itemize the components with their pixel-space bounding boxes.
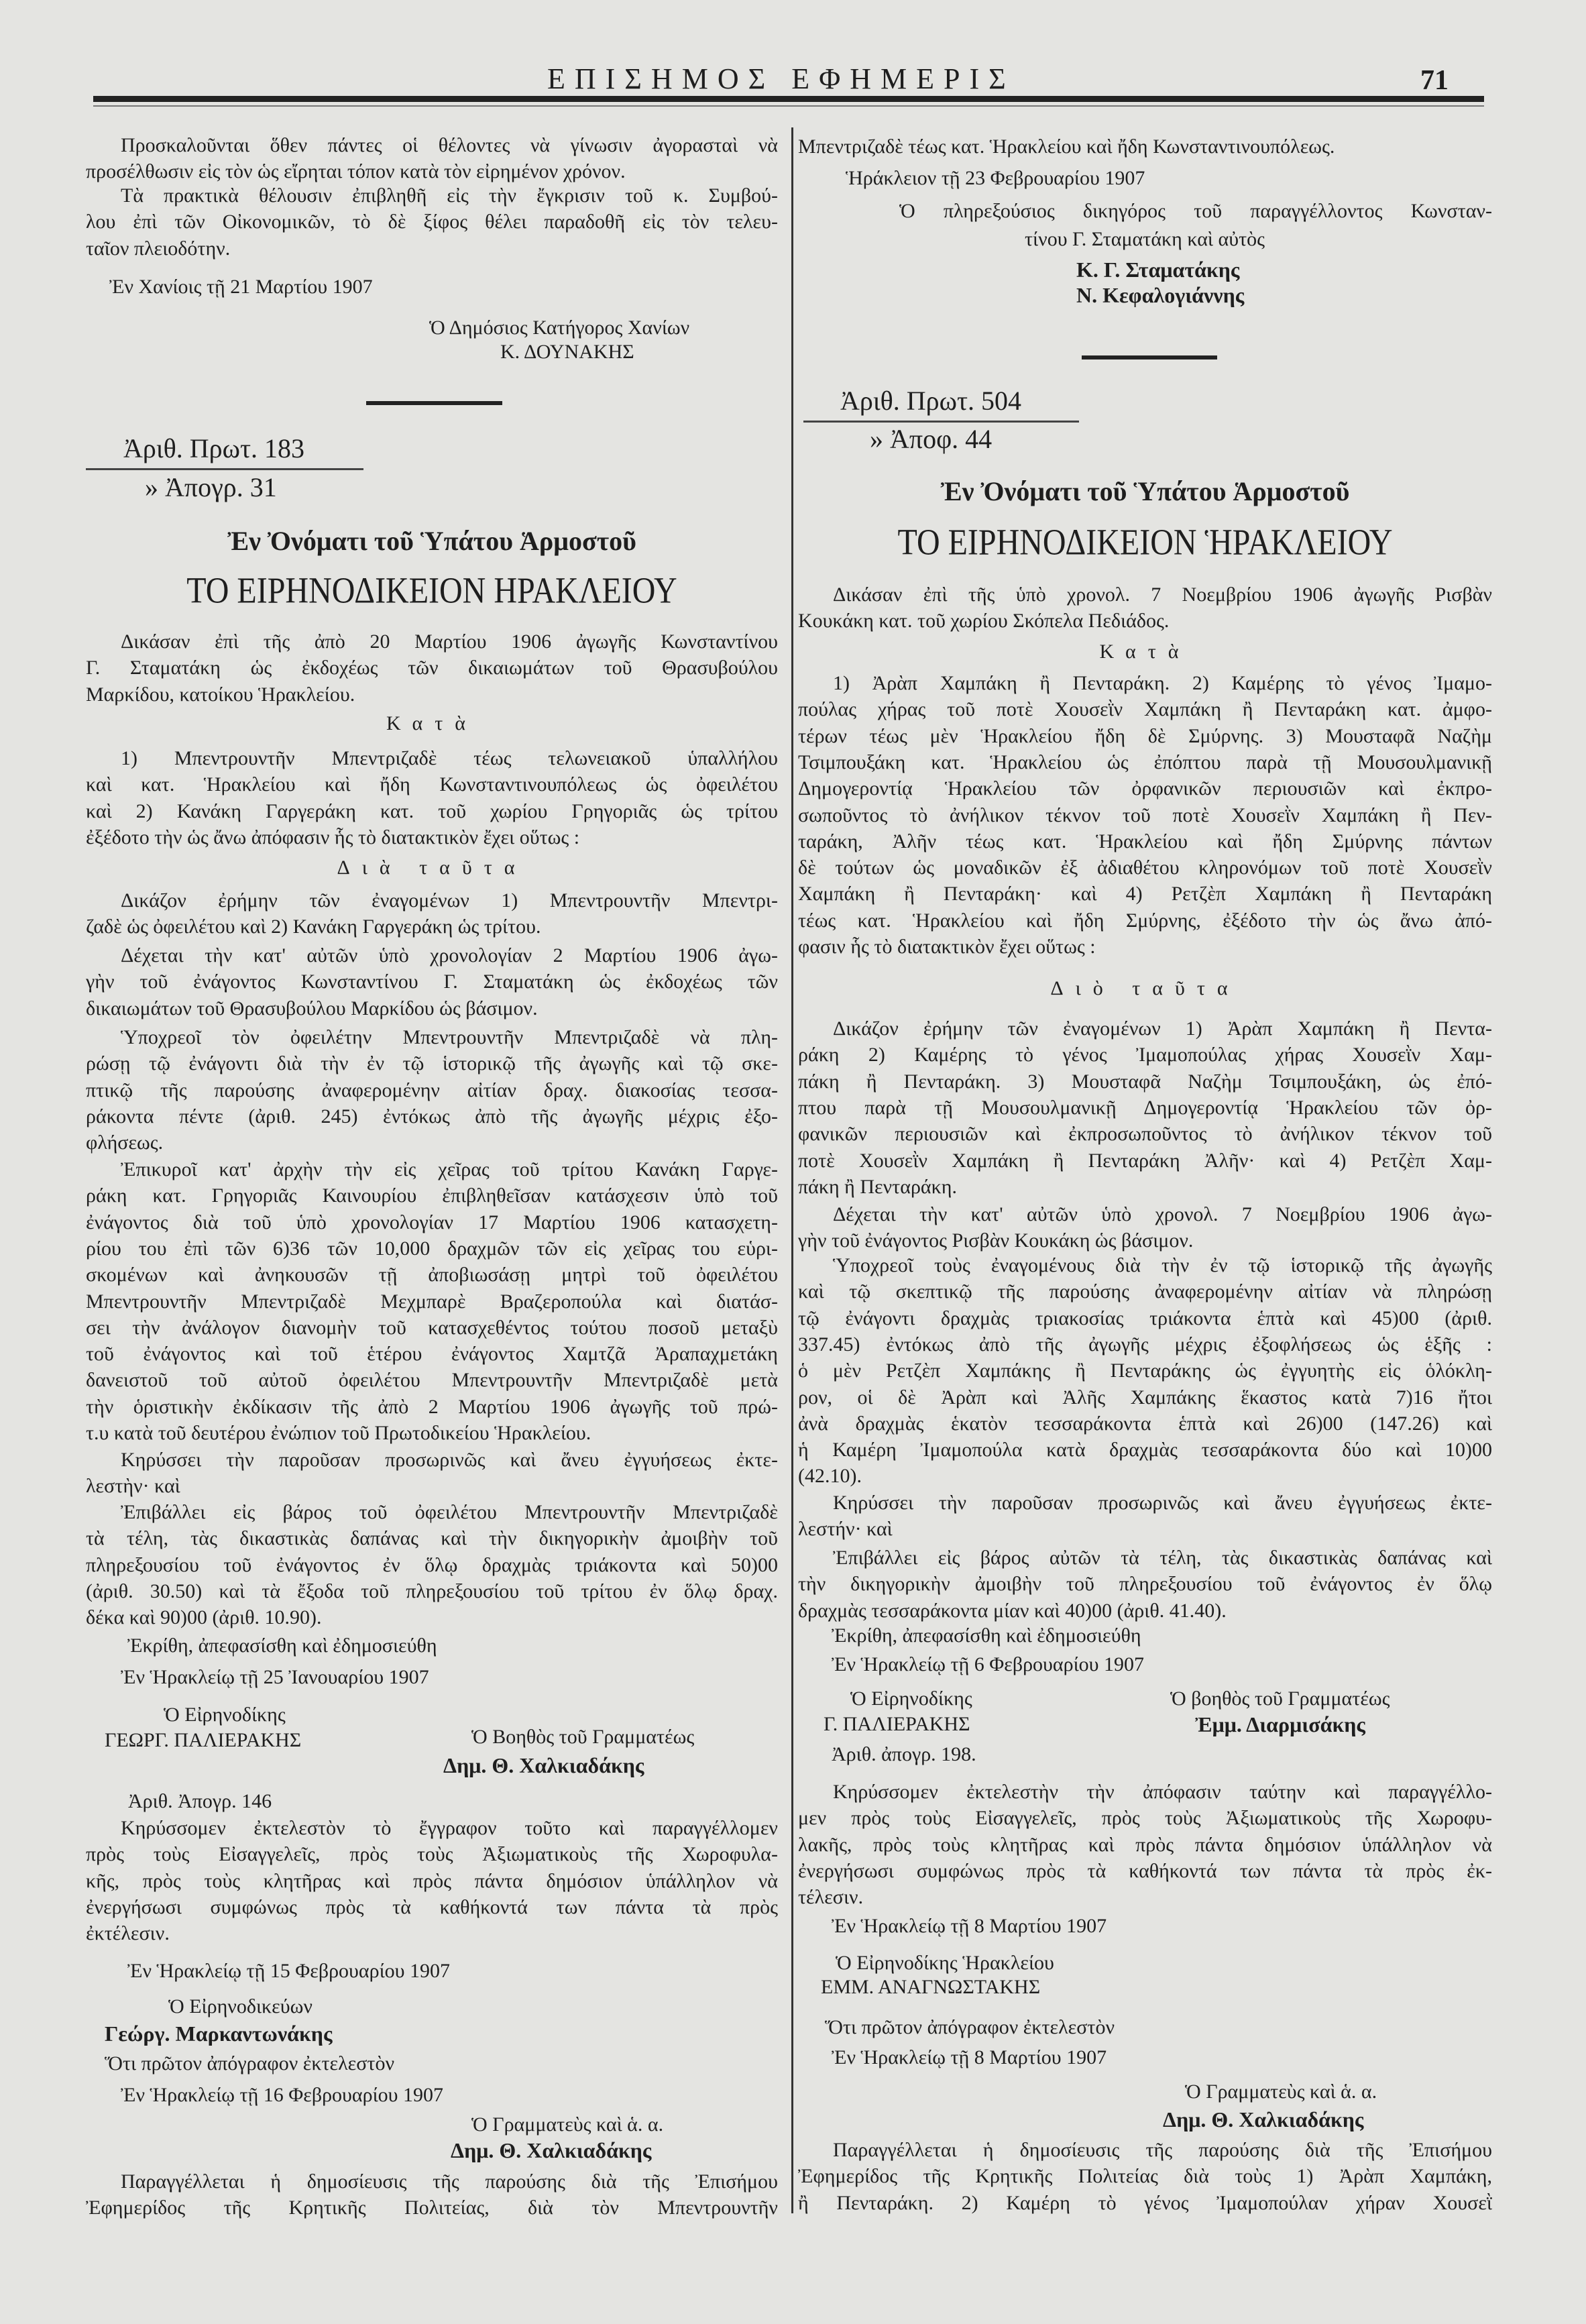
text-line: ἐνεργήσωσι συμφώνως πρὸς τὰ καθήκοντά των πάντα τὰ πρὸς	[86, 1895, 778, 1918]
text-line: τέρων τέως μὲν Ἡρακλείου ἤδη δὲ Σμύρνης. 3) Μουσταφᾶ Ναζὴμ	[798, 724, 1492, 747]
text-line: μεν πρὸς τοὺς Εἰσαγγελεῖς, πρὸς τοὺς Ἀξιωματικοὺς τῆς Χωροφυ-	[798, 1807, 1492, 1830]
text-line: Χαμπάκη ἢ Πενταράκη· καὶ 4) Ρετζὲπ Χαμπάκη ἢ Πενταράκη	[798, 883, 1492, 905]
text-line: ἢ Πενταράκη. 2) Καμέρη τὸ γένος Ἰμαμοπούλαν χήραν Χουσεῒ	[798, 2191, 1492, 2214]
text-line: ρον, οἱ δὲ Ἀρὰπ καὶ Ἀλῆς Χαμπάκης ἕκαστος κατὰ 7)16 ἤτοι	[798, 1386, 1492, 1408]
text-line: Ἐν Ἡρακλείῳ τῇ 6 Φεβρουαρίου 1907	[832, 1653, 1145, 1675]
text-line: Ἐφημερίδος τῆς Κρητικῆς Πολιτείας, διὰ τὸν Μπεντρουντῆν	[86, 2197, 778, 2219]
text-line: λακῆς, πρὸς τοὺς κλητῆρας καὶ πρὸς πάντα δημόσιον ὑπάλληλον νὰ	[798, 1833, 1492, 1856]
text-line: (ἀριθ. 30.50) καὶ τὰ ἔξοδα τοῦ πληρεξουσίου τοῦ τρίτου ἐν ὅλῳ δραχ.	[86, 1580, 778, 1602]
text-line: ταράκη, Ἀλῆν τέως κατ. Ἡρακλείου καὶ ἤδη Σμύρνης πάντων	[798, 830, 1492, 852]
text-line: πούλας χήρας τοῦ ποτὲ Χουσεῒν Χαμπάκη ἢ Πενταράκη κατ. ἀμφο-	[798, 698, 1492, 721]
text-line: καὶ τῷ σκεπτικῷ τῆς παρούσης ἀναφερομένην αἰτίαν νὰ πληρώσῃ	[798, 1280, 1492, 1303]
text-line: Ὅτι πρῶτον ἀπόγραφον ἐκτελεστὸν	[105, 2052, 395, 2074]
text-line: Ὁ Γραμματεὺς καὶ ἁ. α.	[471, 2113, 664, 2136]
text-line: Κ. Γ. Σταματάκης	[1076, 258, 1240, 282]
text-line: Ὁ Δημόσιος Κατήγορος Χανίων	[429, 317, 690, 339]
text-line: Ἐφημερίδος τῆς Κρητικῆς Πολιτείας διὰ τοὺς 1) Ἀρὰπ Χαμπάκη,	[798, 2165, 1492, 2188]
text-line: ΕΜΜ. ΑΝΑΓΝΩΣΤΑΚΗΣ	[821, 1976, 1041, 1998]
text-line: Διὰ ταῦτα	[337, 856, 527, 879]
text-line: τέως κατ. Ἡρακλείου καὶ ἤδη Σμύρνης, ἐξέδοτο τὴν ὡς ἄνω ἀπό-	[798, 909, 1492, 932]
text-line: δικαιωμάτων τοῦ Θρασυβούλου Μαρκίδου ὡς βάσιμον.	[86, 997, 538, 1019]
text-line: Δικάσαν ἐπὶ τῆς ἀπὸ 20 Μαρτίου 1906 ἀγωγῆς Κωνσταντίνου	[121, 630, 778, 653]
text-line: ΤΟ ΕΙΡΗΝΟΔΙΚΕΙΟΝ ΗΡΑΚΛΕΙΟΥ	[186, 569, 677, 611]
text-line: 337.45) ἐντόκως ἀπὸ τῆς ἀγωγῆς μέχρις ἐξοφλήσεως ὡς ἑξῆς :	[798, 1333, 1492, 1355]
text-line: φασιν ἧς τὸ διατακτικὸν ἔχει οὕτως :	[798, 936, 1096, 958]
text-line: Ὑποχρεοῖ τοὺς ἐναγομένους διὰ τὴν ἐν τῷ ἱστορικῷ τῆς ἀγωγῆς	[833, 1254, 1492, 1276]
text-line: κῆς, πρὸς τοὺς κλητῆρας καὶ πρὸς πάντα δημόσιον ὑπάλληλον νὰ	[86, 1869, 778, 1892]
text-line: ρώσῃ τῷ ἐνάγοντι διὰ τὴν ἐν τῷ ἱστορικῷ τῆς ἀγωγῆς καὶ τῷ σκε-	[86, 1052, 778, 1075]
text-line: Ἐν Ἡρακλείῳ τῇ 8 Μαρτίου 1907	[832, 1915, 1107, 1937]
text-line: ταῖον πλειοδότην.	[86, 237, 231, 260]
text-line: ζαδὲ ὡς ὀφειλέτου καὶ 2) Κανάκη Γαργεράκη ὡς τρίτου.	[86, 916, 541, 938]
text-line: Ἐκρίθη, ἀπεφασίσθη καὶ ἐδημοσιεύθη	[127, 1635, 437, 1657]
text-line: Παραγγέλλεται ἡ δημοσίευσις τῆς παρούσης διὰ τῆς Ἐπισήμου	[121, 2170, 778, 2193]
text-line: Ὅτι πρῶτον ἀπόγραφον ἐκτελεστὸν	[825, 2016, 1115, 2038]
text-line: Ὁ Εἰρηνοδίκης	[850, 1687, 972, 1710]
text-line: τὴν δικηγορικὴν ἀμοιβὴν τοῦ πληρεξουσίου τοῦ ἐνάγοντος ἐν ὅλῳ	[798, 1573, 1492, 1596]
text-line: Κηρύσσομεν ἐκτελεστὴν τὴν ἀπόφασιν ταύτην καὶ παραγγέλλο-	[833, 1781, 1492, 1803]
text-line: τῷ ἐνάγοντι δραχμὰς τριακοσίας τριάκοντα ἑπτὰ καὶ 45)00 (ἀριθ.	[798, 1307, 1492, 1329]
page-number: 71	[1420, 65, 1449, 96]
text-line: Μπεντρουντῆν Μπεντριζαδὲ Μεχμπαρὲ Βραζεροπούλα καὶ διατάσ-	[86, 1290, 778, 1313]
text-line: Μαρκίδου, κατοίκου Ἡρακλείου.	[86, 683, 355, 706]
text-line: Ὑποχρεοῖ τὸν ὀφειλέτην Μπεντρουντῆν Μπεντριζαδὲ νὰ πλη-	[121, 1026, 778, 1048]
text-line: Τὰ πρακτικὰ θέλουσιν ἐπιβληθῆ εἰς τὴν ἔγκρισιν τοῦ κ. Συμβού-	[121, 184, 778, 207]
header-rule	[93, 96, 1484, 102]
text-line: Δικάσαν ἐπὶ τῆς ὑπὸ χρονολ. 7 Νοεμβρίου 1906 ἀγωγῆς Ρισβὰν	[833, 584, 1492, 606]
text-line: Δημογεροντίᾳ Ἡρακλείου τῶν ὀρφανικῶν περιουσιῶν καὶ ἐκπρο-	[798, 777, 1492, 800]
text-line: ὁ μὲν Ρετζὲπ Χαμπάκης ἢ Πενταράκης ὡς ἐγγυητὴς εἰς ὁλόκλη-	[798, 1360, 1492, 1382]
text-line: Δικάζον ἐρήμην τῶν ἐναγομένων 1) Ἀρὰπ Χαμπάκη ἢ Πεντα-	[833, 1017, 1492, 1040]
text-line: τ.υ κατὰ τοῦ δευτέρου ἐνώπιον τοῦ Πρωτοδικείου Ἡρακλείου.	[86, 1422, 591, 1444]
text-line: δέκα καὶ 90)00 (ἀριθ. 10.90).	[86, 1606, 322, 1629]
masthead-title: ΕΠΙΣΗΜΟΣ ΕΦΗΜΕΡΙΣ	[547, 62, 1015, 95]
text-line: τίνου Γ. Σταματάκη καὶ αὐτὸς	[1025, 228, 1265, 250]
text-line: ΓΕΩΡΓ. ΠΑΛΙΕΡΑΚΗΣ	[105, 1729, 302, 1751]
text-line: Κατὰ	[1099, 641, 1191, 663]
column-divider	[791, 127, 793, 2213]
text-line: Ἀριθ. Πρωτ. 183	[123, 433, 305, 463]
text-line: ἐκτέλεσιν.	[86, 1922, 170, 1945]
text-line: Ἀριθ. ἀπογρ. 198.	[832, 1743, 976, 1765]
header-rule-thin	[93, 105, 1484, 107]
text-line: Ἐπιβάλλει εἰς βάρος τοῦ ὀφειλέτου Μπεντρουντῆν Μπεντριζαδὲ	[121, 1501, 778, 1523]
text-line: πάκη ἢ Πενταράκη. 3) Μουσταφᾶ Ναζὴμ Τσιμπουξάκη, ὡς ἐπό-	[798, 1070, 1492, 1093]
text-line: ράκοντα πέντε (ἀριθ. 245) ἐντόκως ἀπὸ τῆς ἀγωγῆς μέχρις ἐξο-	[86, 1105, 778, 1127]
text-line: γὴν τοῦ ἐνάγοντος Ρισβὰν Κουκάκη ὡς βάσιμον.	[798, 1229, 1194, 1252]
text-line: τὰ τέλη, τὰς δικαστικὰς δαπάνας καὶ τὴν δικηγορικὴν ἀμοιβὴν τοῦ	[86, 1527, 778, 1550]
text-line: πρὸς τοὺς Εἰσαγγελεῖς, πρὸς τοὺς Ἀξιωματικοὺς τῆς Χωροφυλα-	[86, 1843, 778, 1866]
text-line: 1) Μπεντρουντῆν Μπεντριζαδὲ τέως τελωνειακοῦ ὑπαλλήλου	[121, 747, 778, 769]
text-line: Κηρύσσει τὴν παροῦσαν προσωρινῶς καὶ ἄνευ ἐγγυήσεως ἐκτε-	[833, 1492, 1492, 1514]
text-line: ἐνάγοντος διὰ τοῦ ὑπὸ χρονολογίαν 17 Μαρτίου 1906 κατασχετη-	[86, 1211, 778, 1233]
text-line: ποτὲ Χουσεῒν Χαμπάκη ἢ Πενταράκη Ἀλῆν· καὶ 4) Ρετζὲπ Χαμ-	[798, 1149, 1492, 1172]
text-line: Δημ. Θ. Χαλκιαδάκης	[443, 1753, 644, 1777]
text-line: Κουκάκη κατ. τοῦ χωρίου Σκόπελα Πεδιάδος.	[798, 610, 1170, 632]
text-line: ἡ Καμέρη Ἰμαμοπούλα κατὰ δραχμὰς τεσσαράκοντα δύο καὶ 10)00	[798, 1439, 1492, 1461]
text-line: Γεώργ. Μαρκαντωνάκης	[105, 2022, 333, 2046]
text-line: τὴν ὁριστικὴν ἐκδίκασιν τῆς ἀπὸ 2 Μαρτίου 1906 ἀγωγῆς τοῦ πρώ-	[86, 1395, 778, 1418]
text-line: Ἀριθ. Πρωτ. 504	[840, 386, 1022, 416]
text-line: Ὁ Εἰρηνοδικεύων	[168, 1995, 313, 2017]
text-line: Δέχεται τὴν κατ' αὐτῶν ὑπὸ χρονολ. 7 Νοεμβρίου 1906 ἀγω-	[833, 1203, 1492, 1225]
text-line: καὶ 2) Κανάκη Γαργεράκη κατ. τοῦ χωρίου Γρηγοριᾶς ὡς τρίτου	[86, 799, 778, 822]
text-line: Ὁ πληρεξούσιος δικηγόρος τοῦ παραγγέλλοντος Κωνσταν-	[899, 200, 1492, 222]
text-line: » Ἀπογρ. 31	[145, 472, 277, 502]
text-line: τοῦ ἐνάγοντος καὶ τοῦ ἑτέρου ἐνάγοντος Χαμτζᾶ Ἀραπαχμετάκη	[86, 1343, 778, 1366]
text-line: Ἐν Ὀνόματι τοῦ Ὑπάτου Ἁρμοστοῦ	[940, 476, 1350, 506]
text-line: φανικῶν περιουσιῶν καὶ ἐκπροσωποῦντος τὸ ἀνήλικον τέκνον τοῦ	[798, 1123, 1492, 1146]
text-line: Ἐν Ἡρακλείῳ τῇ 16 Φεβρουαρίου 1907	[121, 2084, 444, 2106]
text-line: Γ. ΠΑΛΙΕΡΑΚΗΣ	[824, 1713, 970, 1735]
text-line: » Ἀποφ. 44	[870, 424, 993, 454]
text-line: Ὁ βοηθὸς τοῦ Γραμματέως	[1170, 1687, 1390, 1710]
text-line: Δέχεται τὴν κατ' αὐτῶν ὑπὸ χρονολογίαν 2 Μαρτίου 1906 ἀγω-	[121, 944, 778, 966]
text-line: δραχμὰς τεσσαράκοντα μίαν καὶ 40)00 (ἀριθ. 41.40).	[798, 1599, 1227, 1622]
text-line: Ἐπιβάλλει εἰς βάρος αὐτῶν τὰ τέλη, τὰς δικαστικὰς δαπάνας καὶ	[833, 1547, 1492, 1569]
text-line: ΤΟ ΕΙΡΗΝΟΔΙΚΕΙΟΝ ἩΡΑΚΛΕΙΟΥ	[897, 521, 1393, 563]
text-line: Ἐν Ὀνόματι τοῦ Ὑπάτου Ἁρμοστοῦ	[227, 526, 636, 556]
text-line: τέλεσιν.	[798, 1886, 864, 1909]
text-line: ρίου του ἐπὶ τῶν 6)36 τῶν 10,000 δραχμῶν τῶν εἰς χεῖρας του εὑρι-	[86, 1237, 778, 1260]
text-line: Τσιμπουξάκη κατ. Ἡρακλείου ὡς ἐπόπτου παρὰ τῇ Μουσουλμανικῇ	[798, 751, 1492, 773]
text-line: Δημ. Θ. Χαλκιαδάκης	[1163, 2107, 1364, 2132]
text-line: Ν. Κεφαλογιάννης	[1076, 283, 1245, 307]
text-line: σωποῦντος τὸ ἀνήλικον τέκνον τοῦ ποτὲ Χουσεῒν Χαμπάκη ἢ Πεν-	[798, 804, 1492, 826]
text-line: πτικῷ τῆς παρούσης ἀναφερομένην αἰτίαν δραχ. διακοσίας τεσσα-	[86, 1078, 778, 1101]
text-line: Ἐκρίθη, ἀπεφασίσθη καὶ ἐδημοσιεύθη	[832, 1624, 1141, 1647]
text-line: Δημ. Θ. Χαλκιαδάκης	[451, 2138, 652, 2162]
section-divider-rule	[1082, 355, 1217, 359]
text-line: Ἐν Χανίοις τῇ 21 Μαρτίου 1907	[109, 276, 373, 298]
text-line: λου ἐπὶ τῶν Οἰκονομικῶν, τὸ δὲ ξίφος θέλει παραδοθῆ εἰς τὸν τελευ-	[86, 211, 778, 233]
text-line: ἐνεργήσωσι συμφώνως πρὸς τὰ καθήκοντά των πάντα τὰ πρὸς ἐκ-	[798, 1859, 1492, 1882]
text-line: ἀνὰ δραχμὰς ἑκατὸν τεσσαράκοντα ἑπτὰ καὶ 26)00 (147.26) καὶ	[798, 1412, 1492, 1435]
text-line: Κηρύσσομεν ἐκτελεστὸν τὸ ἔγγραφον τοῦτο καὶ παραγγέλλομεν	[121, 1817, 778, 1839]
text-line: λεστήν· καὶ	[798, 1518, 893, 1541]
text-line: Ἀριθ. Ἀπογρ. 146	[128, 1790, 272, 1812]
text-line: Ἡράκλειον τῇ 23 Φεβρουαρίου 1907	[846, 167, 1145, 189]
text-line: Ἐν Ἡρακλείῳ τῇ 15 Φεβρουαρίου 1907	[127, 1960, 451, 1982]
text-line: λεστὴν· καὶ	[86, 1475, 180, 1498]
text-line: Ὁ Εἰρηνοδίκης	[164, 1704, 286, 1726]
text-line: σκομένων καὶ ἀνηκουσῶν τῇ ἀποβιωσάσῃ μητρὶ τοῦ ὀφειλέτου	[86, 1264, 778, 1286]
text-line: Κατὰ	[386, 712, 478, 734]
text-line: Μπεντριζαδὲ τέως κατ. Ἡρακλείου καὶ ἤδη Κωνσταντινουπόλεως.	[798, 135, 1335, 158]
reference-underline	[86, 468, 363, 470]
text-line: Κηρύσσει τὴν παροῦσαν προσωρινῶς καὶ ἄνευ ἐγγυήσεως ἐκτε-	[121, 1449, 778, 1471]
text-line: Ὁ Εἰρηνοδίκης Ἡρακλείου	[836, 1952, 1054, 1974]
text-line: πάκη ἢ Πενταράκη.	[798, 1175, 957, 1198]
text-line: ἐξέδοτο τὴν ὡς ἄνω ἀπόφασιν ἧς τὸ διατακτικὸν ἔχει οὕτως :	[86, 826, 580, 848]
text-line: Παραγγέλλεται ἡ δημοσίευσις τῆς παρούσης διὰ τῆς Ἐπισήμου	[833, 2139, 1492, 2161]
text-line: ράκη 2) Καμέρης τὸ γένος Ἰμαμοπούλας χήρας Χουσεῒν Χαμ-	[798, 1044, 1492, 1066]
text-line: ράκη κατ. Γρηγοριᾶς Καινουρίου ἐπιβληθεῖσαν κατάσχεσιν ὑπὸ τοῦ	[86, 1184, 778, 1207]
text-line: καὶ κατ. Ἡρακλείου καὶ ἤδη Κωνσταντινουπόλεως ὡς ὀφειλέτου	[86, 773, 778, 796]
text-line: δὲ τούτων ὡς μοναδικῶν ἐξ ἀδιαθέτου κληρονόμων τοῦ ποτὲ Χουσεῒν	[798, 856, 1492, 879]
section-divider-rule	[366, 401, 502, 405]
text-line: Ὁ Βοηθὸς τοῦ Γραμματέως	[471, 1726, 695, 1748]
text-line: γὴν τοῦ ἐνάγοντος Κωνσταντίνου Γ. Σταματάκη ὡς ἐκδοχέως τῶν	[86, 971, 778, 993]
text-line: 1) Ἀρὰπ Χαμπάκη ἢ Πενταράκη. 2) Καμέρης τὸ γένος Ἰμαμο-	[833, 672, 1492, 694]
text-line: πτου παρὰ τῇ Μουσουλμανικῇ Δημογεροντίᾳ Ἡρακλείου τῶν ὀρ-	[798, 1096, 1492, 1119]
text-line: Ἐμμ. Διαρμισάκης	[1195, 1712, 1365, 1736]
text-line: Ἐν Ἡρακλείῳ τῇ 8 Μαρτίου 1907	[832, 2046, 1107, 2068]
text-line: προσέλθωσιν εἰς τὸν ὡς εἴρηται τόπον κατὰ τὸν εἰρημένον χρόνον.	[86, 160, 626, 183]
text-line: πληρεξουσίου τοῦ ἐνάγοντος ἐν ὅλῳ δραχμὰς τριάκοντα καὶ 50)00	[86, 1553, 778, 1576]
text-line: σει τὴν ἀνάλογον διανομὴν τοῦ κατασχεθέντος τούτου ποσοῦ μεταξὺ	[86, 1316, 778, 1339]
text-line: Ἐπικυροῖ κατ' ἀρχὴν τὴν εἰς χεῖρας τοῦ τρίτου Κανάκη Γαργε-	[121, 1158, 778, 1180]
text-line: Ὁ Γραμματεὺς καὶ ἁ. α.	[1185, 2081, 1377, 2103]
reference-underline	[803, 421, 1079, 423]
text-line: Δικάζον ἐρήμην τῶν ἐναγομένων 1) Μπεντρουντῆν Μπεντρι-	[121, 889, 778, 911]
text-line: δανειστοῦ τοῦ αὐτοῦ ὀφειλέτου Μπεντρουντῆν Μπεντριζαδὲ μετὰ	[86, 1369, 778, 1392]
text-line: φλήσεως.	[86, 1131, 164, 1154]
text-line: Ἐν Ἡρακλείῳ τῇ 25 Ἰανουαρίου 1907	[121, 1666, 429, 1688]
text-line: (42.10).	[798, 1465, 862, 1488]
text-line: Διὸ ταῦτα	[1050, 977, 1240, 999]
text-line: Κ. ΔΟΥΝΑΚΗΣ	[500, 341, 634, 363]
text-line: Γ. Σταματάκη ὡς ἐκδοχέως τῶν δικαιωμάτων τοῦ Θρασυβούλου	[86, 657, 778, 679]
text-line: Προσκαλοῦνται ὅθεν πάντες οἱ θέλοντες νὰ γίνωσιν ἀγορασταὶ νὰ	[121, 134, 778, 156]
